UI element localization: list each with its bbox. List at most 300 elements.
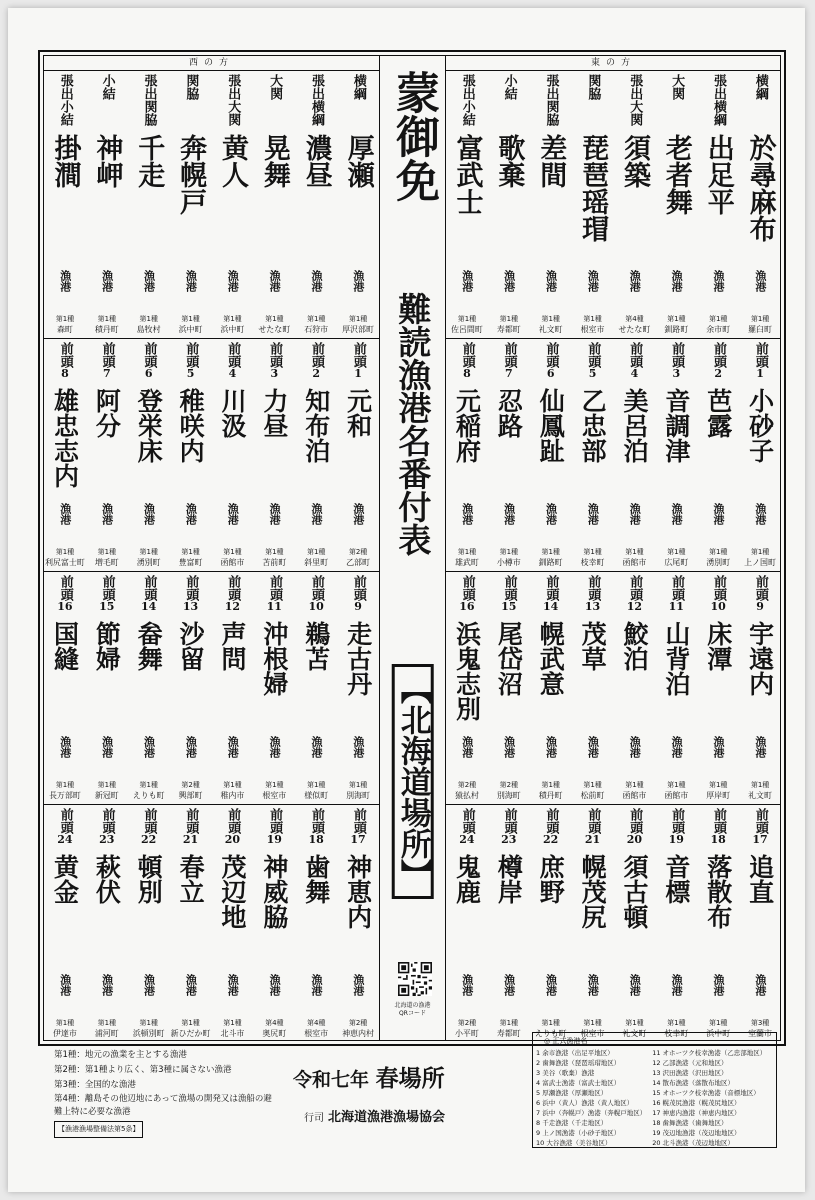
maegashira-label: 前頭 (543, 575, 559, 601)
rank-number: 24 (459, 833, 475, 846)
west-wrestler-card[interactable] (337, 571, 379, 804)
era-basho: 春場所 (375, 1065, 445, 1092)
rank-label (628, 342, 642, 380)
town-name: 枝幸町 (580, 558, 605, 567)
port-suffix: 漁港 (586, 270, 600, 292)
town-name: 湧別町 (706, 558, 731, 567)
port-suffix: 漁港 (586, 974, 600, 996)
east-wrestler-card[interactable] (446, 338, 488, 571)
maegashira-label: 前頭 (543, 342, 559, 368)
east-wrestler-card[interactable] (488, 70, 530, 338)
title: 蒙御免 (387, 70, 439, 202)
rank-label (753, 74, 767, 100)
maegashira-label: 前頭 (350, 808, 366, 834)
maegashira-label: 前頭 (585, 342, 601, 368)
port-class: 第4種 (265, 1019, 284, 1027)
port-name: 音調津 (661, 388, 691, 463)
port-name: 鵜苫 (301, 621, 331, 671)
town-name: 厚沢部町 (342, 325, 375, 334)
rank-label (58, 74, 72, 126)
west-tier-1 (44, 338, 379, 572)
port-name: 落散布 (703, 854, 733, 929)
maegashira-label: 前頭 (267, 575, 283, 601)
rank-label (100, 74, 114, 100)
east-wrestler-card[interactable] (655, 571, 697, 804)
rank-number: 8 (61, 367, 69, 380)
east-wrestler-card[interactable] (530, 70, 572, 338)
port-suffix: 漁港 (460, 270, 474, 292)
rank-text: 大関 (669, 74, 685, 100)
official-name-item: 7 浜中（奔幌戸）漁港（奔幌戸地区） (536, 1109, 647, 1117)
port-class: 第1種 (306, 781, 326, 789)
rank-label (585, 575, 600, 613)
port-class: 第1種 (708, 781, 728, 789)
port-name: 差間 (535, 134, 567, 188)
rank-label (752, 808, 767, 846)
maegashira-label: 前頭 (711, 575, 726, 601)
rank-number: 9 (756, 600, 764, 613)
port-name: 富武士 (451, 134, 483, 215)
rank-label (627, 808, 642, 846)
west-wrestler-card[interactable] (295, 338, 337, 571)
port-suffix: 漁港 (502, 503, 516, 525)
west-wrestler-card[interactable] (337, 338, 379, 571)
port-class: 第1種 (306, 315, 326, 323)
port-name: 掛澗 (49, 134, 81, 188)
west-wrestler-card[interactable] (44, 70, 86, 338)
port-name: 琵琶瑶瑁 (577, 134, 609, 242)
port-class: 第1種 (223, 781, 242, 789)
port-class: 第2種 (348, 1019, 368, 1027)
town-name: 雄武町 (454, 558, 479, 567)
port-name: 濃昼 (300, 134, 332, 188)
town-name: 新冠町 (94, 791, 119, 800)
town-name: 小平町 (454, 1029, 479, 1038)
official-name-item: 15 オホーツク枝幸漁港（音標地区） (652, 1089, 760, 1097)
east-wrestler-card[interactable] (446, 571, 488, 804)
rank-number: 2 (714, 367, 723, 380)
west-wrestler-card[interactable] (86, 70, 128, 338)
rank-label (183, 575, 198, 613)
rank-number: 11 (668, 600, 684, 613)
east-wrestler-card[interactable] (697, 338, 739, 571)
maegashira-label: 前頭 (501, 342, 517, 368)
town-name: えりも町 (534, 1029, 567, 1038)
port-class: 第2種 (499, 781, 519, 789)
subtitle: 難読漁港名番付表 (393, 292, 433, 556)
west-wrestler-card[interactable] (86, 571, 128, 804)
port-name: 仙鳳趾 (536, 388, 566, 463)
port-suffix: 漁港 (753, 974, 767, 996)
port-suffix: 漁港 (142, 270, 156, 292)
west-wrestler-card[interactable] (212, 338, 254, 571)
rank-label (753, 342, 767, 380)
rank-label (226, 342, 240, 380)
east-wrestler-card[interactable] (530, 804, 572, 1042)
port-class-legend (54, 1048, 279, 1138)
east-wrestler-card[interactable] (530, 338, 572, 571)
east-wrestler-card[interactable] (739, 571, 781, 804)
east-wrestler-card[interactable] (572, 338, 614, 571)
west-label: 西の方 (44, 56, 379, 71)
port-suffix: 漁港 (100, 736, 114, 758)
rank-number: 23 (501, 833, 517, 846)
west-wrestler-card[interactable] (128, 571, 170, 804)
west-wrestler-card[interactable] (253, 571, 295, 804)
town-name: 別海町 (496, 791, 521, 800)
port-class: 第1種 (97, 781, 117, 789)
town-name: 島牧村 (136, 325, 161, 334)
port-name: 元和 (343, 388, 373, 438)
port-suffix: 漁港 (460, 736, 474, 758)
town-name: 浜中町 (220, 325, 245, 334)
east-tier-0 (446, 70, 781, 339)
maegashira-label: 前頭 (669, 342, 685, 368)
maegashira-label: 前頭 (627, 808, 643, 834)
rank-label (309, 808, 324, 846)
maegashira-label: 前頭 (57, 575, 73, 601)
port-name: 黄人 (217, 134, 249, 188)
town-name: 別海町 (346, 791, 371, 800)
port-name: 沙留 (176, 621, 206, 671)
town-name: 根室市 (304, 1029, 329, 1038)
east-wrestler-card[interactable] (655, 70, 697, 338)
west-wrestler-card[interactable] (253, 70, 295, 338)
west-wrestler-card[interactable] (128, 338, 170, 571)
west-wrestler-card[interactable] (128, 804, 170, 1042)
port-class: 第1種 (708, 315, 728, 323)
west-tier-0 (44, 70, 379, 339)
port-name: 神岬 (91, 134, 123, 188)
rank-number: 9 (354, 600, 362, 613)
maegashira-label: 前頭 (99, 342, 115, 368)
rank-label (226, 74, 240, 126)
west-wrestler-card[interactable] (295, 70, 337, 338)
rank-number: 7 (102, 367, 111, 380)
east-wrestler-card[interactable] (739, 70, 781, 338)
rank-label (350, 808, 365, 846)
port-suffix: 漁港 (58, 503, 72, 525)
west-wrestler-card[interactable] (128, 70, 170, 338)
port-suffix: 漁港 (309, 974, 323, 996)
port-name: 茂草 (578, 621, 608, 671)
west-wrestler-card[interactable] (212, 70, 254, 338)
town-name: 長万部町 (48, 791, 81, 800)
maegashira-label: 前頭 (183, 342, 199, 368)
port-name: 老者舞 (660, 134, 692, 215)
maegashira-label: 前頭 (711, 808, 726, 834)
east-wrestler-card[interactable] (655, 338, 697, 571)
west-wrestler-card[interactable] (212, 804, 254, 1042)
west-wrestler-card[interactable] (170, 571, 212, 804)
official-name-item: 11 オホーツク枝幸漁港（乙忠部地区） (652, 1049, 767, 1057)
town-name: 根室市 (262, 791, 287, 800)
port-class: 第4種 (306, 1019, 326, 1027)
maegashira-label: 前頭 (141, 342, 157, 368)
qr-code[interactable] (398, 962, 432, 996)
east-wrestler-card[interactable] (697, 804, 739, 1042)
port-suffix: 漁港 (670, 503, 684, 525)
port-class: 第1種 (265, 781, 284, 789)
maegashira-label: 前頭 (585, 808, 601, 834)
rank-label (669, 74, 683, 100)
rank-number: 6 (546, 367, 555, 380)
port-name: 美呂泊 (619, 388, 649, 463)
east-tier-3 (446, 804, 781, 1042)
west-wrestler-card[interactable] (44, 804, 86, 1042)
port-suffix: 漁港 (711, 974, 725, 996)
east-wrestler-card[interactable] (488, 338, 530, 571)
town-name: 増毛町 (94, 558, 119, 567)
rank-number: 13 (584, 600, 601, 613)
port-suffix: 漁港 (670, 736, 684, 758)
rank-number: 7 (504, 367, 513, 380)
port-suffix: 漁港 (184, 270, 198, 292)
town-name: 上ノ国町 (744, 558, 777, 567)
east-wrestler-card[interactable] (697, 571, 739, 804)
east-wrestler-card[interactable] (739, 338, 781, 571)
port-class: 第1種 (750, 781, 770, 789)
rank-label (459, 808, 474, 846)
west-wrestler-card[interactable] (170, 70, 212, 338)
rank-label (711, 342, 725, 380)
port-class: 第1種 (499, 315, 519, 323)
maegashira-label: 前頭 (225, 342, 241, 368)
rank-number: 10 (308, 600, 324, 613)
port-name: 忍路 (494, 388, 524, 438)
maegashira-label: 前頭 (309, 808, 324, 834)
town-name: 湧別町 (136, 558, 161, 567)
town-name: 利尻富士町 (44, 558, 85, 567)
rank-label (141, 575, 156, 613)
qr-caption-line-2: QRコード (399, 1009, 426, 1017)
port-class: 第1種 (223, 315, 242, 323)
west-wrestler-card[interactable] (212, 571, 254, 804)
official-name-item: 20 北斗漁港（茂辺地地区） (652, 1139, 735, 1147)
port-suffix: 漁港 (142, 503, 156, 525)
port-class: 第1種 (139, 315, 158, 323)
maegashira-label: 前頭 (309, 575, 324, 601)
port-suffix: 漁港 (58, 270, 72, 292)
rank-label (669, 575, 684, 613)
port-suffix: 漁港 (544, 974, 558, 996)
west-wrestler-card[interactable] (170, 804, 212, 1042)
port-class: 第1種 (625, 781, 644, 789)
rank-label (267, 74, 281, 100)
port-name: 沖根婦 (259, 621, 289, 696)
east-wrestler-card[interactable] (446, 804, 488, 1042)
port-class: 第1種 (583, 781, 602, 789)
west-wrestler-card[interactable] (337, 804, 379, 1042)
rank-number: 17 (752, 833, 768, 846)
port-name: 神威脇 (259, 854, 289, 929)
banzuke-sheet (8, 8, 805, 1192)
rank-number: 18 (308, 833, 324, 846)
east-wrestler-card[interactable] (655, 804, 697, 1042)
maegashira-label: 前頭 (752, 342, 768, 368)
port-class: 第1種 (55, 315, 75, 323)
east-wrestler-card[interactable] (697, 70, 739, 338)
rank-number: 18 (710, 833, 726, 846)
port-suffix: 漁港 (351, 503, 365, 525)
era-year: 令和七年 (293, 1069, 370, 1091)
east-wrestler-card[interactable] (614, 70, 656, 338)
rank-label (183, 808, 198, 846)
port-suffix: 漁港 (226, 503, 240, 525)
port-class: 第1種 (139, 1019, 158, 1027)
port-class: 第1種 (667, 781, 686, 789)
east-wrestler-card[interactable] (488, 804, 530, 1042)
port-suffix: 漁港 (544, 503, 558, 525)
rank-number: 3 (672, 367, 681, 380)
rank-number: 17 (350, 833, 366, 846)
east-wrestler-card[interactable] (572, 804, 614, 1042)
rank-number: 15 (99, 600, 115, 613)
qr-caption (380, 1002, 445, 1018)
host-line (304, 1106, 445, 1125)
banzuke-board (43, 55, 781, 1041)
rank-label (711, 74, 725, 126)
rank-number: 20 (626, 833, 643, 846)
west-wrestler-card[interactable] (44, 571, 86, 804)
port-suffix: 漁港 (351, 974, 365, 996)
maegashira-label: 前頭 (669, 808, 685, 834)
host-name: 北海道漁港漁場協会 (328, 1110, 446, 1125)
rank-label (351, 74, 365, 100)
town-name: 函館市 (664, 791, 689, 800)
rank-label (57, 808, 72, 846)
west-wrestler-card[interactable] (44, 338, 86, 571)
official-list-right (652, 1048, 766, 1148)
town-name: 室蘭市 (748, 1029, 773, 1038)
rank-label (543, 575, 558, 613)
west-wrestler-card[interactable] (253, 804, 295, 1042)
rank-label (225, 808, 240, 846)
port-suffix: 漁港 (58, 736, 72, 758)
port-suffix: 漁港 (586, 503, 600, 525)
official-name-item: 4 富武士漁港（富武士地区） (536, 1079, 621, 1087)
rank-number: 4 (228, 367, 237, 380)
town-name: 根室市 (580, 325, 605, 334)
town-name: 伊達市 (52, 1029, 77, 1038)
port-suffix: 漁港 (268, 270, 282, 292)
west-wrestler-card[interactable] (337, 70, 379, 338)
official-name-item: 18 歯舞漁港（歯舞地区） (652, 1119, 728, 1127)
rank-text: 小結 (501, 74, 517, 100)
maegashira-label: 前頭 (501, 575, 517, 601)
west-wrestler-card[interactable] (86, 804, 128, 1042)
rank-label (585, 808, 600, 846)
maegashira-label: 前頭 (225, 575, 241, 601)
port-suffix: 漁港 (502, 270, 516, 292)
port-name: 小砂子 (745, 388, 775, 463)
official-name-item: 3 美谷（歌棄）漁港 (536, 1069, 595, 1077)
port-suffix: 漁港 (544, 270, 558, 292)
east-wrestler-card[interactable] (572, 70, 614, 338)
port-suffix: 漁港 (351, 270, 365, 292)
rank-label (267, 342, 281, 380)
maegashira-label: 前頭 (501, 808, 517, 834)
port-class: 第2種 (348, 548, 368, 556)
town-name: 奥尻町 (262, 1029, 287, 1038)
east-wrestler-card[interactable] (614, 804, 656, 1042)
town-name: 興部町 (178, 791, 203, 800)
rank-label (459, 575, 474, 613)
west-wrestler-card[interactable] (295, 571, 337, 804)
town-name: 豊富町 (178, 558, 203, 567)
rank-number: 23 (99, 833, 115, 846)
rank-label (544, 342, 558, 380)
rank-number: 14 (543, 600, 559, 613)
port-name: 走古丹 (343, 621, 373, 696)
port-name: 力昼 (259, 388, 289, 438)
legend-item: 第3種：全国的な漁港 (54, 1080, 136, 1090)
port-name: 床潭 (703, 621, 733, 671)
port-suffix: 漁港 (309, 736, 323, 758)
west-wrestler-card[interactable] (253, 338, 295, 571)
port-class: 第1種 (55, 781, 75, 789)
town-name: 積丹町 (538, 791, 563, 800)
port-name: 萩伏 (92, 854, 122, 904)
west-wrestler-card[interactable] (86, 338, 128, 571)
rank-text: 張出関脇 (141, 74, 157, 126)
official-title-text: 正式漁港名 (552, 1037, 588, 1045)
port-name: 庶野 (536, 854, 566, 904)
port-name: 樽岸 (494, 854, 524, 904)
town-name: 礼文町 (538, 325, 563, 334)
rank-label (142, 342, 156, 380)
east-wrestler-card[interactable] (446, 70, 488, 338)
town-name: 羅臼町 (748, 325, 773, 334)
west-wrestler-card[interactable] (170, 338, 212, 571)
rank-label (501, 808, 516, 846)
rank-number: 5 (588, 367, 597, 380)
port-class: 第1種 (348, 781, 368, 789)
port-class: 第1種 (223, 548, 242, 556)
rank-label (309, 575, 324, 613)
port-name: 於尋麻布 (744, 134, 776, 242)
port-suffix: 漁港 (226, 974, 240, 996)
maegashira-label: 前頭 (350, 575, 366, 601)
port-class: 第1種 (625, 1019, 644, 1027)
east-wrestler-card[interactable] (739, 804, 781, 1042)
rank-label (100, 342, 114, 380)
town-name: 斜里町 (304, 558, 329, 567)
east-wrestler-card[interactable] (530, 571, 572, 804)
west-wrestler-card[interactable] (295, 804, 337, 1042)
port-suffix: 漁港 (628, 503, 642, 525)
port-name: 千走 (133, 134, 165, 188)
port-suffix: 漁港 (184, 503, 198, 525)
east-wrestler-card[interactable] (614, 338, 656, 571)
rank-label (225, 575, 240, 613)
official-name-item: 5 厚瀬漁港（厚瀬地区） (536, 1089, 608, 1097)
rank-label (711, 575, 726, 613)
maegashira-label: 前頭 (141, 575, 157, 601)
port-name: 出足平 (702, 134, 734, 215)
rank-label (267, 575, 282, 613)
rank-text: 張出横綱 (309, 74, 325, 126)
east-wrestler-card[interactable] (614, 571, 656, 804)
port-name: 幌武意 (536, 621, 566, 696)
rank-text: 張出大関 (225, 74, 241, 126)
venue: 【北海道場所】 (391, 664, 434, 899)
town-name: 礼文町 (748, 791, 773, 800)
port-class: 第1種 (583, 1019, 602, 1027)
east-wrestler-card[interactable] (488, 571, 530, 804)
rank-label (711, 808, 726, 846)
east-wrestler-card[interactable] (572, 571, 614, 804)
